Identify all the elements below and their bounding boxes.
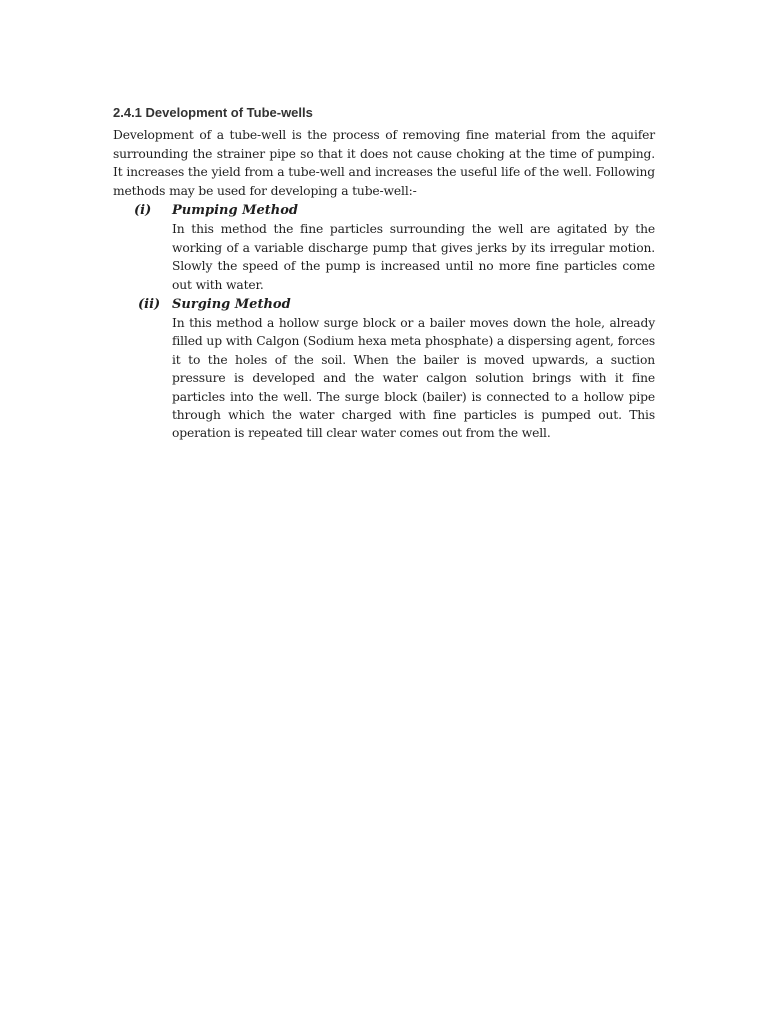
method-title: Pumping Method: [172, 203, 298, 219]
method-title: Surging Method: [172, 297, 291, 312]
method-header: [113, 201, 655, 220]
method-pumping: [113, 201, 655, 294]
method-surging: [113, 295, 655, 443]
intro-paragraph: Development of a tube-well is the process of removing fine material from the aquifer surrounding the strainer pipe so that it does not cause choking at the time of pumping. It increases the yield from a tube-well and increases the useful life of the well. Following methods may be used for developing a tube-well:-: [113, 128, 655, 198]
section-heading: 2.4.1 Development of Tube-wells: [113, 105, 313, 120]
method-description: In this method the fine particles surrounding the well are agitated by the working of a variable discharge pump that gives jerks by its irregular motion. Slowly the speed of the pump is increased until no more fine particles come out with water.: [172, 222, 655, 292]
method-number: (i): [134, 203, 152, 219]
method-number: (ii): [138, 297, 161, 312]
method-header: [113, 295, 655, 314]
method-description: In this method a hollow surge block or a bailer moves down the hole, already filled up with Calgon (Sodium hexa meta phosphate) a dispersing agent, forces it to the holes of the soil. When the bailer is moved upwards, a suction pressure is developed and the water calgon solution brings with it fine particles into the well. The surge block (bailer) is connected to a hollow pipe through which the water charged with fine particles is pumped out. This operation is repeated till clear water comes out from the well.: [172, 316, 655, 441]
document-page: [113, 104, 655, 443]
